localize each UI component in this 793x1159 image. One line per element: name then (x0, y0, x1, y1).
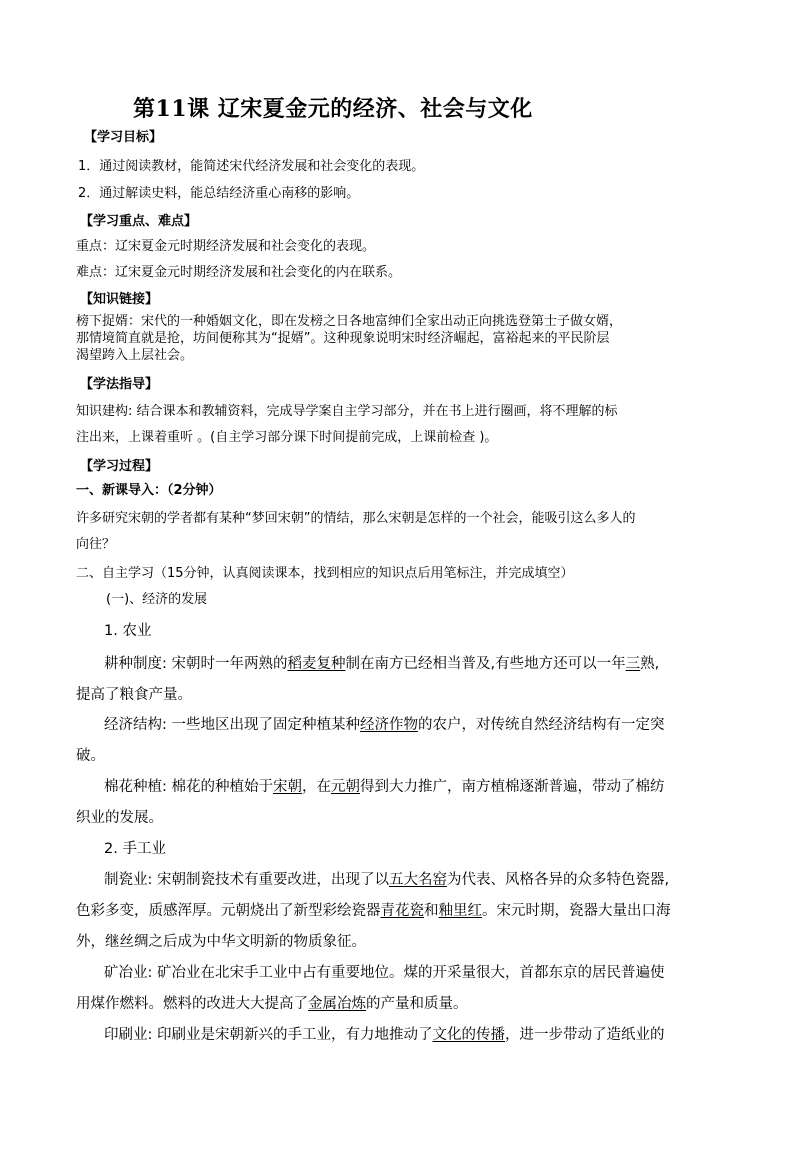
key-points-heading: 【学习重点、难点】 (80, 214, 198, 229)
blank-answer: 三 (625, 656, 641, 672)
blank-answer: 文化的传播 (432, 1027, 505, 1043)
agriculture-paragraph: 提高了粮食产量。 (76, 687, 192, 703)
knowledge-link-line: 那情境简直就是抢，坊间便称其为“捉婿”。这种现象说明宋时经济崛起，富裕起来的平民阶层 (76, 331, 610, 346)
intro-text: 向往？ (76, 537, 116, 552)
page-title: 第11课 辽宋夏金元的经济、社会与文化 (133, 96, 533, 122)
method-guide-line: 注出来，上课着重听 。(自主学习部分课下时间提前完成，上课前检查 )。 (76, 430, 498, 445)
handicraft-paragraph: 用煤作燃料。燃料的改进大大提高了金属冶炼的产量和质量。 (76, 996, 468, 1012)
process-heading: 【学习过程】 (80, 459, 159, 474)
handicraft-paragraph: 印刷业: 印刷业是宋朝新兴的手工业，有力地推动了文化的传播，进一步带动了造纸业的 (104, 1027, 665, 1043)
blank-answer: 经济作物 (360, 717, 418, 733)
self-study-heading: 二、自主学习（15分钟，认真阅读课本，找到相应的知识点后用笔标注，并完成填空） (76, 566, 574, 581)
handicraft-paragraph: 制瓷业: 宋朝制瓷技术有重要改进，出现了以五大名窑为代表、风格各异的众多特色瓷器, (104, 872, 670, 888)
objectives-heading: 【学习目标】 (84, 130, 163, 145)
blank-answer: 金属冶炼 (308, 996, 366, 1012)
difficult-point: 难点：辽宋夏金元时期经济发展和社会变化的内在联系。 (76, 265, 402, 280)
objective-item-1: 1．通过阅读教材，能简述宋代经济发展和社会变化的表现。 (78, 159, 425, 174)
agriculture-paragraph: 织业的发展。 (76, 810, 163, 826)
objective-item-2: 2．通过解读史料，能总结经济重心南移的影响。 (78, 186, 360, 201)
handicraft-paragraph: 外，继丝绸之后成为中华文明新的物质象征。 (76, 934, 366, 950)
blank-answer: 元朝 (331, 779, 360, 795)
intro-text: 许多研究宋朝的学者都有某种“梦回宋朝”的情结，那么宋朝是怎样的一个社会，能吸引这么多人的 (76, 511, 636, 526)
knowledge-link-heading: 【知识链接】 (80, 292, 159, 307)
blank-answer: 宋朝 (273, 779, 302, 795)
knowledge-link-line: 渴望跨入上层社会。 (76, 348, 194, 363)
method-guide-heading: 【学法指导】 (80, 377, 159, 392)
agriculture-heading: 1. 农业 (104, 623, 152, 639)
blank-answer: 五大名窑 (389, 872, 447, 888)
agriculture-paragraph: 棉花种植: 棉花的种植始于宋朝，在元朝得到大力推广，南方植棉逐渐普遍，带动了棉纺 (104, 779, 665, 795)
agriculture-paragraph: 破。 (76, 748, 105, 764)
blank-answer: 青花瓷 (380, 903, 424, 919)
agriculture-paragraph: 经济结构: 一些地区出现了固定种植某种经济作物的农户，对传统自然经济结构有一定突 (104, 717, 665, 733)
blank-answer: 釉里红 (438, 903, 482, 919)
handicraft-heading: 2. 手工业 (104, 841, 166, 857)
key-point: 重点：辽宋夏金元时期经济发展和社会变化的表现。 (76, 239, 376, 254)
intro-heading: 一、新课导入：（2分钟） (76, 483, 222, 498)
handicraft-paragraph: 矿冶业: 矿冶业在北宋手工业中占有重要地位。煤的开采量很大，首都东京的居民普遍使 (104, 965, 665, 981)
blank-answer: 稻麦复种 (287, 656, 346, 672)
agriculture-paragraph: 耕种制度: 宋朝时一年两熟的稻麦复种制在南方已经相当普及,有些地方还可以一年三熟, (104, 656, 660, 672)
knowledge-link-line: 榜下捉婿：宋代的一种婚姻文化，即在发榜之日各地富绅们全家出动正向挑选登第士子做女婿， (76, 314, 623, 329)
handicraft-paragraph: 色彩多变，质感浑厚。元朝烧出了新型彩绘瓷器青花瓷和釉里红。宋元时期，瓷器大量出口海 (76, 903, 671, 919)
method-guide-line: 知识建构: 结合课本和教辅资料，完成导学案自主学习部分，并在书上进行圈画，将不理解的标 (76, 404, 618, 419)
section-economy-heading: (一)、经济的发展 (106, 592, 208, 607)
